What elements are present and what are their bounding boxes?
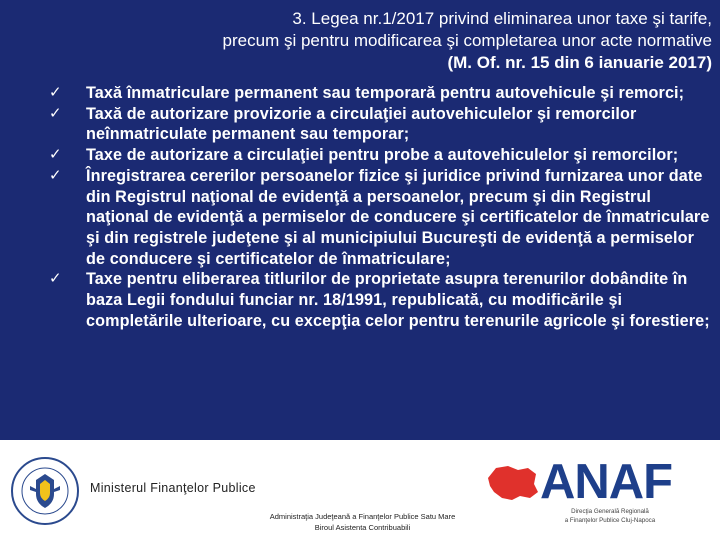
anaf-sub-line-directorate: Direcţia Generală Regională (571, 508, 649, 515)
list-item (0, 269, 720, 331)
check-icon: ✓ (49, 166, 62, 184)
ministry-name: Ministerul Finanţelor Publice (90, 481, 256, 495)
slide-title (72, 8, 712, 74)
anaf-sub-line-region: a Finanţelor Publice Cluj-Napoca (564, 516, 656, 524)
list-item-text: Taxă înmatriculare permanent sau temporară pentru autovehicule şi remorci; (86, 84, 685, 102)
check-icon: ✓ (49, 146, 62, 164)
list-item (0, 83, 720, 104)
anaf-logo-text: ANAF (540, 455, 673, 509)
title-line-gazette: (M. Of. nr. 15 din 6 ianuarie 2017) (447, 53, 712, 72)
list-item-text: Taxe de autorizare a circulaţiei pentru probe a autovehiculelor şi remorcilor; (86, 146, 679, 165)
check-icon: ✓ (49, 84, 62, 101)
anaf-subtitle (540, 508, 680, 525)
admin-line-bureau: Biroul Asistenta Contribuabili (314, 523, 411, 532)
title-line-subject: precum şi pentru modificarea şi completarea unor acte normative (222, 31, 712, 50)
list-item-text: Taxă de autorizare provizorie a circulaţiei autovehiculelor şi remorcilor neînmatriculate permanent sau temporar; (86, 104, 637, 144)
title-line-law: 3. Legea nr.1/2017 privind eliminarea unor taxe şi tarife, (292, 9, 712, 28)
list-item-text: Taxe pentru eliberarea titlurilor de proprietate asupra terenurilor dobândite în baza Legii fondului funciar nr. 18/1991, republicată, cu modificările şi completările ulterioare, cu excepţia celor pentru terenurile agricole şi forestiere; (86, 270, 710, 330)
admin-line-office: Administraţia Judeţeană a Finanţelor Publice Satu Mare (269, 512, 456, 521)
list-item-text: Înregistrarea cererilor persoanelor fizice şi juridice privind furnizarea unor date din Registrul naţional de evidenţă a persoanelor, precum şi din Registrul naţional de evidenţă a permiselor de conducere şi certificatelor de înmatriculare şi din registrele judeţene şi al municipiului Bucureşti de evidenţă a permiselor de conducere şi certificatelor de înmatriculare; (86, 166, 710, 268)
county-administration (250, 511, 475, 533)
footer (0, 440, 720, 540)
check-icon: ✓ (49, 104, 62, 122)
ministry-crest-icon (10, 456, 80, 526)
list-item (0, 104, 720, 145)
tax-list (0, 83, 720, 331)
list-item (0, 145, 720, 166)
check-icon: ✓ (49, 270, 62, 288)
list-item (0, 166, 720, 270)
